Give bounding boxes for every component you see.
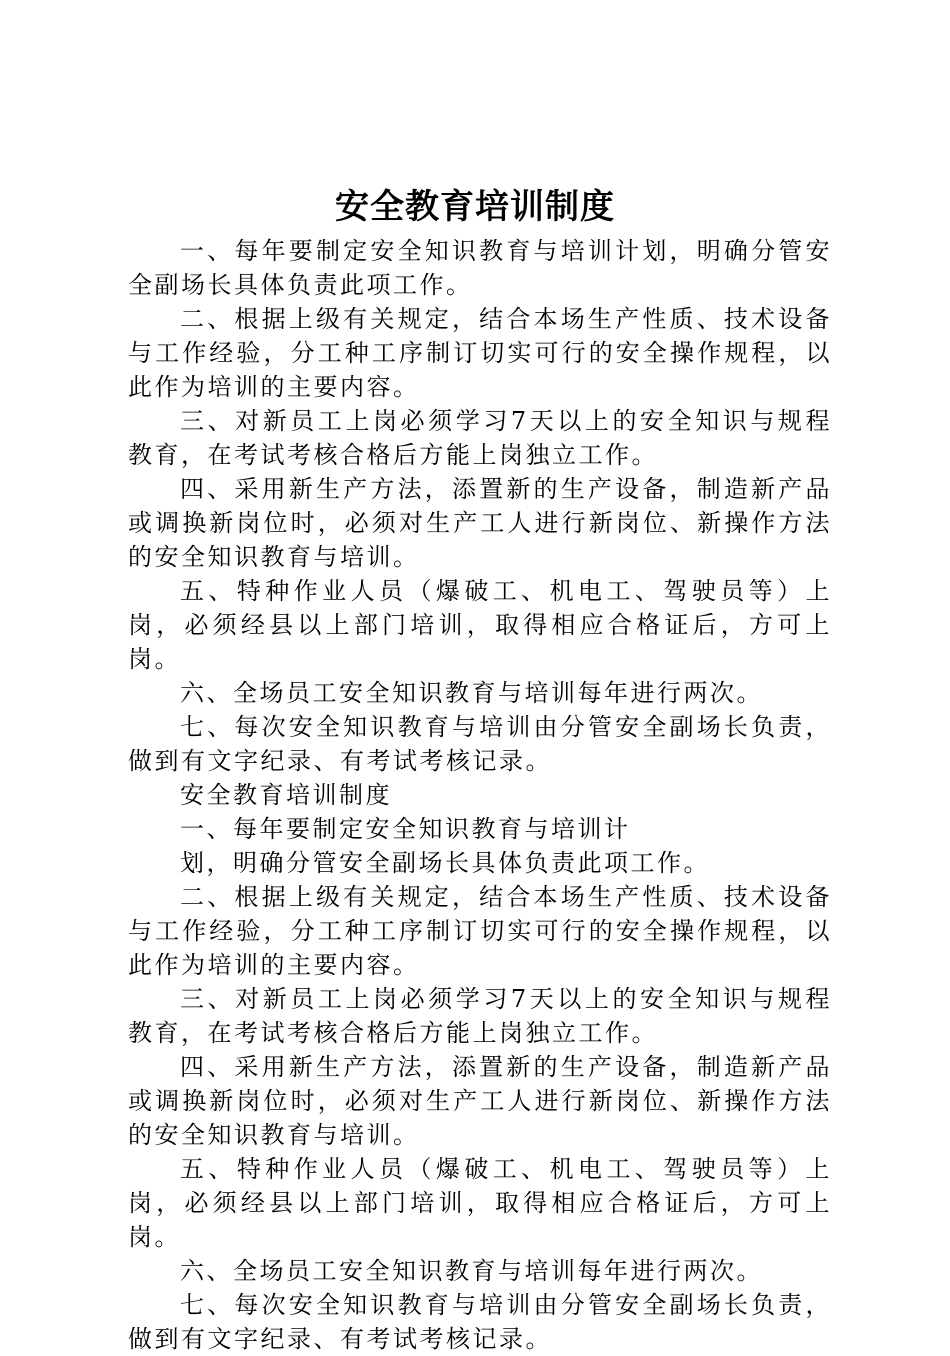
paragraph-14: 六、全场员工安全知识教育与培训每年进行两次。 <box>180 1257 763 1285</box>
paragraph-9: 划，明确分管安全副场长具体负责此项工作。 <box>180 849 710 877</box>
paragraph-7: 七、每次安全知识教育与培训由分管安全副场长负责，做到有文字纪录、有考试考核记录。 <box>128 713 832 775</box>
document-body <box>128 234 832 1356</box>
paragraph-11: 三、对新员工上岗必须学习7天以上的安全知识与规程教育，在考试考核合格后方能上岗独立工作。 <box>128 985 832 1047</box>
paragraph-13: 五、特种作业人员（爆破工、机电工、驾驶员等）上岗，必须经县以上部门培训，取得相应合格证后，方可上岗。 <box>128 1155 832 1251</box>
paragraph-3: 三、对新员工上岗必须学习7天以上的安全知识与规程教育，在考试考核合格后方能上岗独立工作。 <box>128 407 832 469</box>
paragraph-8: 一、每年要制定安全知识教育与培训计 <box>180 815 631 843</box>
paragraph-2: 二、根据上级有关规定，结合本场生产性质、技术设备与工作经验，分工种工序制订切实可行的安全操作规程，以此作为培训的主要内容。 <box>128 305 832 401</box>
paragraph-4: 四、采用新生产方法，添置新的生产设备，制造新产品或调换新岗位时，必须对生产工人进行新岗位、新操作方法的安全知识教育与培训。 <box>128 475 832 571</box>
document-title: 安全教育培训制度 <box>335 187 615 227</box>
paragraph-15: 七、每次安全知识教育与培训由分管安全副场长负责，做到有文字纪录、有考试考核记录。 <box>128 1291 832 1353</box>
paragraph-12: 四、采用新生产方法，添置新的生产设备，制造新产品或调换新岗位时，必须对生产工人进行新岗位、新操作方法的安全知识教育与培训。 <box>128 1053 832 1149</box>
paragraph-1: 一、每年要制定安全知识教育与培训计划，明确分管安全副场长具体负责此项工作。 <box>128 237 832 299</box>
paragraph-10: 二、根据上级有关规定，结合本场生产性质、技术设备与工作经验，分工种工序制订切实可行的安全操作规程，以此作为培训的主要内容。 <box>128 883 832 979</box>
paragraph-6: 六、全场员工安全知识教育与培训每年进行两次。 <box>180 679 763 707</box>
paragraph-5: 五、特种作业人员（爆破工、机电工、驾驶员等）上岗，必须经县以上部门培训，取得相应合格证后，方可上岗。 <box>128 577 832 673</box>
repeated-heading: 安全教育培训制度 <box>180 781 392 809</box>
